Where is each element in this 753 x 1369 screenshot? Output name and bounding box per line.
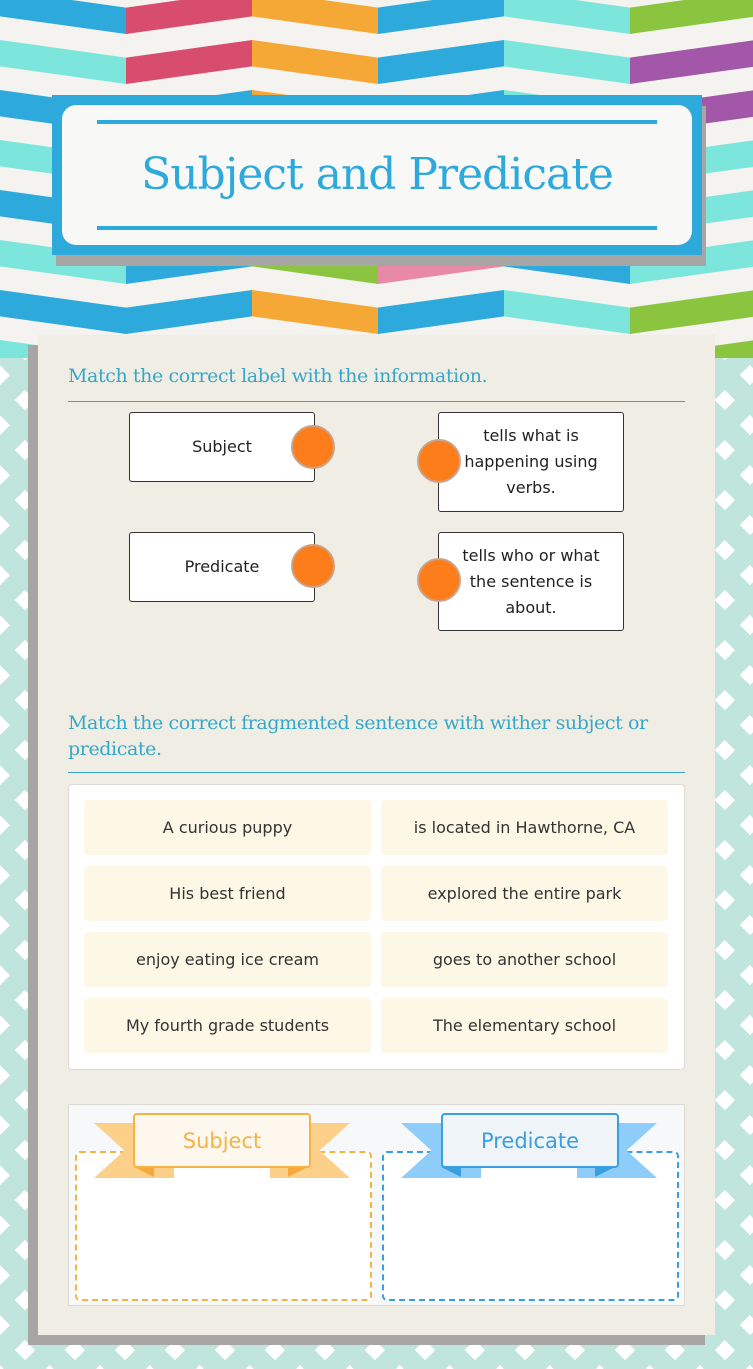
chevron-stripe	[378, 290, 504, 334]
chevron-stripe	[378, 40, 504, 84]
chevron-stripe	[0, 290, 126, 334]
chevron-stripe	[378, 0, 504, 34]
matching-divider	[68, 401, 685, 402]
chevron-stripe	[252, 40, 378, 84]
chevron-stripe	[126, 40, 252, 84]
chevron-stripe	[504, 40, 630, 84]
page-title: Subject and Predicate	[141, 149, 613, 200]
match-label: tells who or what the sentence is about.	[462, 545, 600, 617]
chevron-stripe	[630, 0, 753, 34]
sortable-item[interactable]	[84, 800, 371, 855]
title-card	[52, 95, 702, 255]
chevron-stripe	[630, 290, 753, 334]
sorting-divider	[68, 772, 685, 773]
item-label: is located in Hawthorne, CA	[413, 818, 636, 837]
sortable-item[interactable]	[84, 866, 371, 921]
sorting-heading: Match the correct fragmented sentence with wither subject or predicate.	[68, 712, 648, 760]
chevron-stripe	[252, 0, 378, 34]
item-label: A curious puppy	[162, 818, 293, 837]
matching-heading: Match the correct label with the information.	[68, 365, 488, 387]
sortable-items-panel	[68, 784, 685, 1070]
chevron-stripe	[0, 40, 126, 84]
item-label: explored the entire park	[427, 884, 622, 903]
item-label: His best friend	[169, 884, 286, 903]
zone-label-subject: Subject	[133, 1113, 311, 1168]
chevron-stripe	[504, 290, 630, 334]
chevron-stripe	[504, 0, 630, 34]
zone-label-predicate: Predicate	[441, 1113, 619, 1168]
sortable-item[interactable]	[84, 998, 371, 1053]
item-label: enjoy eating ice cream	[136, 950, 319, 969]
chevron-stripe	[630, 40, 753, 84]
match-label: tells what is happening using verbs.	[464, 426, 598, 497]
match-connector-who-what[interactable]	[417, 558, 461, 602]
item-label: My fourth grade students	[125, 1016, 330, 1035]
match-connector-subject[interactable]	[291, 425, 335, 469]
sortable-item[interactable]	[84, 932, 371, 987]
title-card-inner	[62, 105, 692, 245]
match-label: Predicate	[184, 557, 260, 576]
chevron-stripe	[252, 290, 378, 334]
item-label: goes to another school	[432, 950, 617, 969]
chevron-stripe	[126, 0, 252, 34]
drop-zones-panel	[68, 1104, 685, 1306]
match-left-predicate[interactable]	[129, 532, 315, 602]
match-label: Subject	[192, 437, 252, 456]
match-left-subject[interactable]	[129, 412, 315, 482]
match-connector-verbs[interactable]	[417, 439, 461, 483]
match-connector-predicate[interactable]	[291, 544, 335, 588]
worksheet	[38, 335, 715, 1335]
title-rule-top	[97, 120, 657, 124]
item-label: The elementary school	[432, 1016, 617, 1035]
sortable-item[interactable]	[381, 932, 668, 987]
match-right-who-what[interactable]	[438, 532, 624, 631]
sortable-item[interactable]	[381, 998, 668, 1053]
sortable-item[interactable]	[381, 866, 668, 921]
chevron-stripe	[126, 290, 252, 334]
title-rule-bottom	[97, 226, 657, 230]
match-right-verbs[interactable]	[438, 412, 624, 512]
sortable-item[interactable]	[381, 800, 668, 855]
chevron-stripe	[0, 0, 126, 34]
